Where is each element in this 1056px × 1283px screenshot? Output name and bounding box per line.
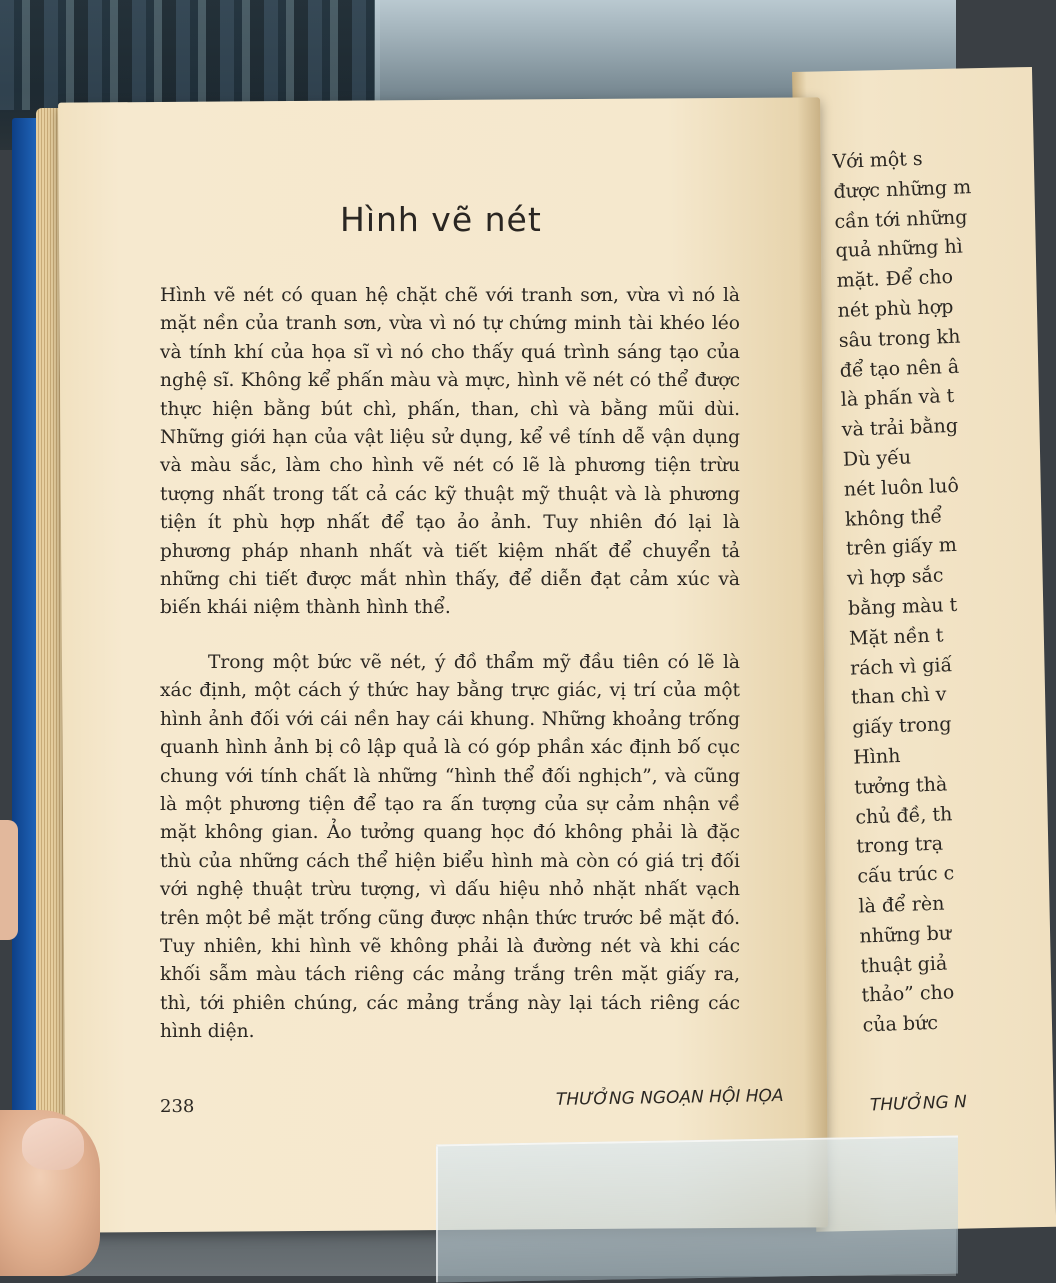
- right-page-line: nét phù hợp: [837, 295, 954, 322]
- right-page-line: nét luôn luô: [843, 474, 960, 501]
- right-page-line: rách vì giấ: [849, 653, 953, 680]
- paragraph-1: Hình vẽ nét có quan hệ chặt chẽ với tranh sơn, vừa vì nó là mặt nền của tranh sơn, vừa vì nó tự chứng minh tài khéo léo và tính khí của họa sĩ vì nó cho thấy quá trình sáng tạo của nghệ sĩ. Không kể phấn màu và mực, hình vẽ nét có thể được thực hiện bằng bút chì, phấn, than, chì và bằng mũi dùi. Những giới hạn của vật liệu sử dụng, kể về tính dễ vận dụng và màu sắc, làm cho hình vẽ nét có lẽ là phương tiện trừu tượng nhất trong tất cả các kỹ thuật mỹ thuật và là phương tiện ít phù hợp nhất để tạo ảo ảnh. Tuy nhiên đó lại là phương pháp nhanh nhất và tiết kiệm nhất để chuyển tả những chi tiết được mắt nhìn thấy, để diễn đạt cảm xúc và biến khái niệm thành hình thể.: [160, 285, 740, 619]
- right-page-line: Với một s: [832, 147, 923, 173]
- right-page-line: và trải bằng: [841, 414, 959, 441]
- page-number: 238: [160, 1096, 195, 1117]
- paragraph-2: Trong một bức vẽ nét, ý đồ thẩm mỹ đầu tiên có lẽ là xác định, một cách ý thức hay bằng trực giác, vị trí của một hình ảnh đối với cái nền hay cái khung. Những khoảng trống quanh hình ảnh bị cô lập quả là có góp phần xác định bố cục chung với tính chất là những “hình thể đối nghịch”, và cũng là một phương tiện để tạo ra ấn tượng của sự cảm nhận về mặt không gian. Ảo tưởng quang học đó không phải là đặc thù của những cách thể hiện biểu hình mà còn có giá trị đối với nghệ thuật trừu tượng, vì dấu hiệu nhỏ nhặt nhất vạch trên một bề mặt trống cũng được nhận thức trước bề mặt đó. Tuy nhiên, khi hình vẽ không phải là đường nét và khi các khối sẫm màu tách riêng các mảng trắng trên mặt giấy ra, thì, tới phiên chúng, các mảng trắng này lại tách riêng các hình diện.: [160, 652, 740, 1043]
- right-page-line: tưởng thà: [853, 773, 948, 799]
- right-page-line: trong trạ: [856, 832, 944, 858]
- right-page-line: quả những hì: [835, 235, 964, 263]
- right-page-line: Dù yếu: [842, 446, 912, 471]
- chapter-title: Hình vẽ nét: [340, 200, 542, 239]
- right-page-line: mặt. Để cho: [836, 266, 954, 293]
- right-page-line: vì hợp sắc: [846, 564, 944, 590]
- right-page-line: cần tới những: [834, 205, 968, 233]
- right-page-line: giấy trong: [851, 713, 952, 739]
- right-page-line: sâu trong kh: [838, 325, 961, 352]
- thumbnail-nail: [22, 1118, 84, 1170]
- right-page-line: Mặt nền t: [848, 624, 944, 650]
- right-running-head: THƯỞNG N: [869, 1092, 968, 1116]
- right-page-line: là để rèn: [858, 892, 945, 918]
- right-page-line: là phấn và t: [840, 385, 955, 412]
- right-page-line: cấu trúc c: [857, 862, 955, 888]
- right-page-line: chủ đề, th: [854, 802, 953, 829]
- right-page-line: trên giấy m: [845, 534, 958, 561]
- right-page-line: không thể: [844, 504, 943, 531]
- right-page-line: Hình: [852, 744, 901, 769]
- right-page-line: được những m: [833, 175, 972, 203]
- right-page-line: bằng màu t: [847, 593, 958, 620]
- right-page-line: thảo” cho: [861, 981, 955, 1007]
- right-page-line: những bư: [859, 922, 952, 948]
- running-head: THƯỞNG NGOẠN HỘI HỌA: [555, 1085, 784, 1110]
- right-page-line: của bức: [862, 1011, 939, 1037]
- finger: [0, 820, 18, 940]
- background-books: [0, 0, 380, 110]
- right-page-line: than chì v: [850, 683, 947, 710]
- right-page-line: để tạo nên â: [839, 355, 960, 382]
- acrylic-stand-base: [436, 1135, 958, 1282]
- right-page-line: thuật giả: [860, 951, 948, 978]
